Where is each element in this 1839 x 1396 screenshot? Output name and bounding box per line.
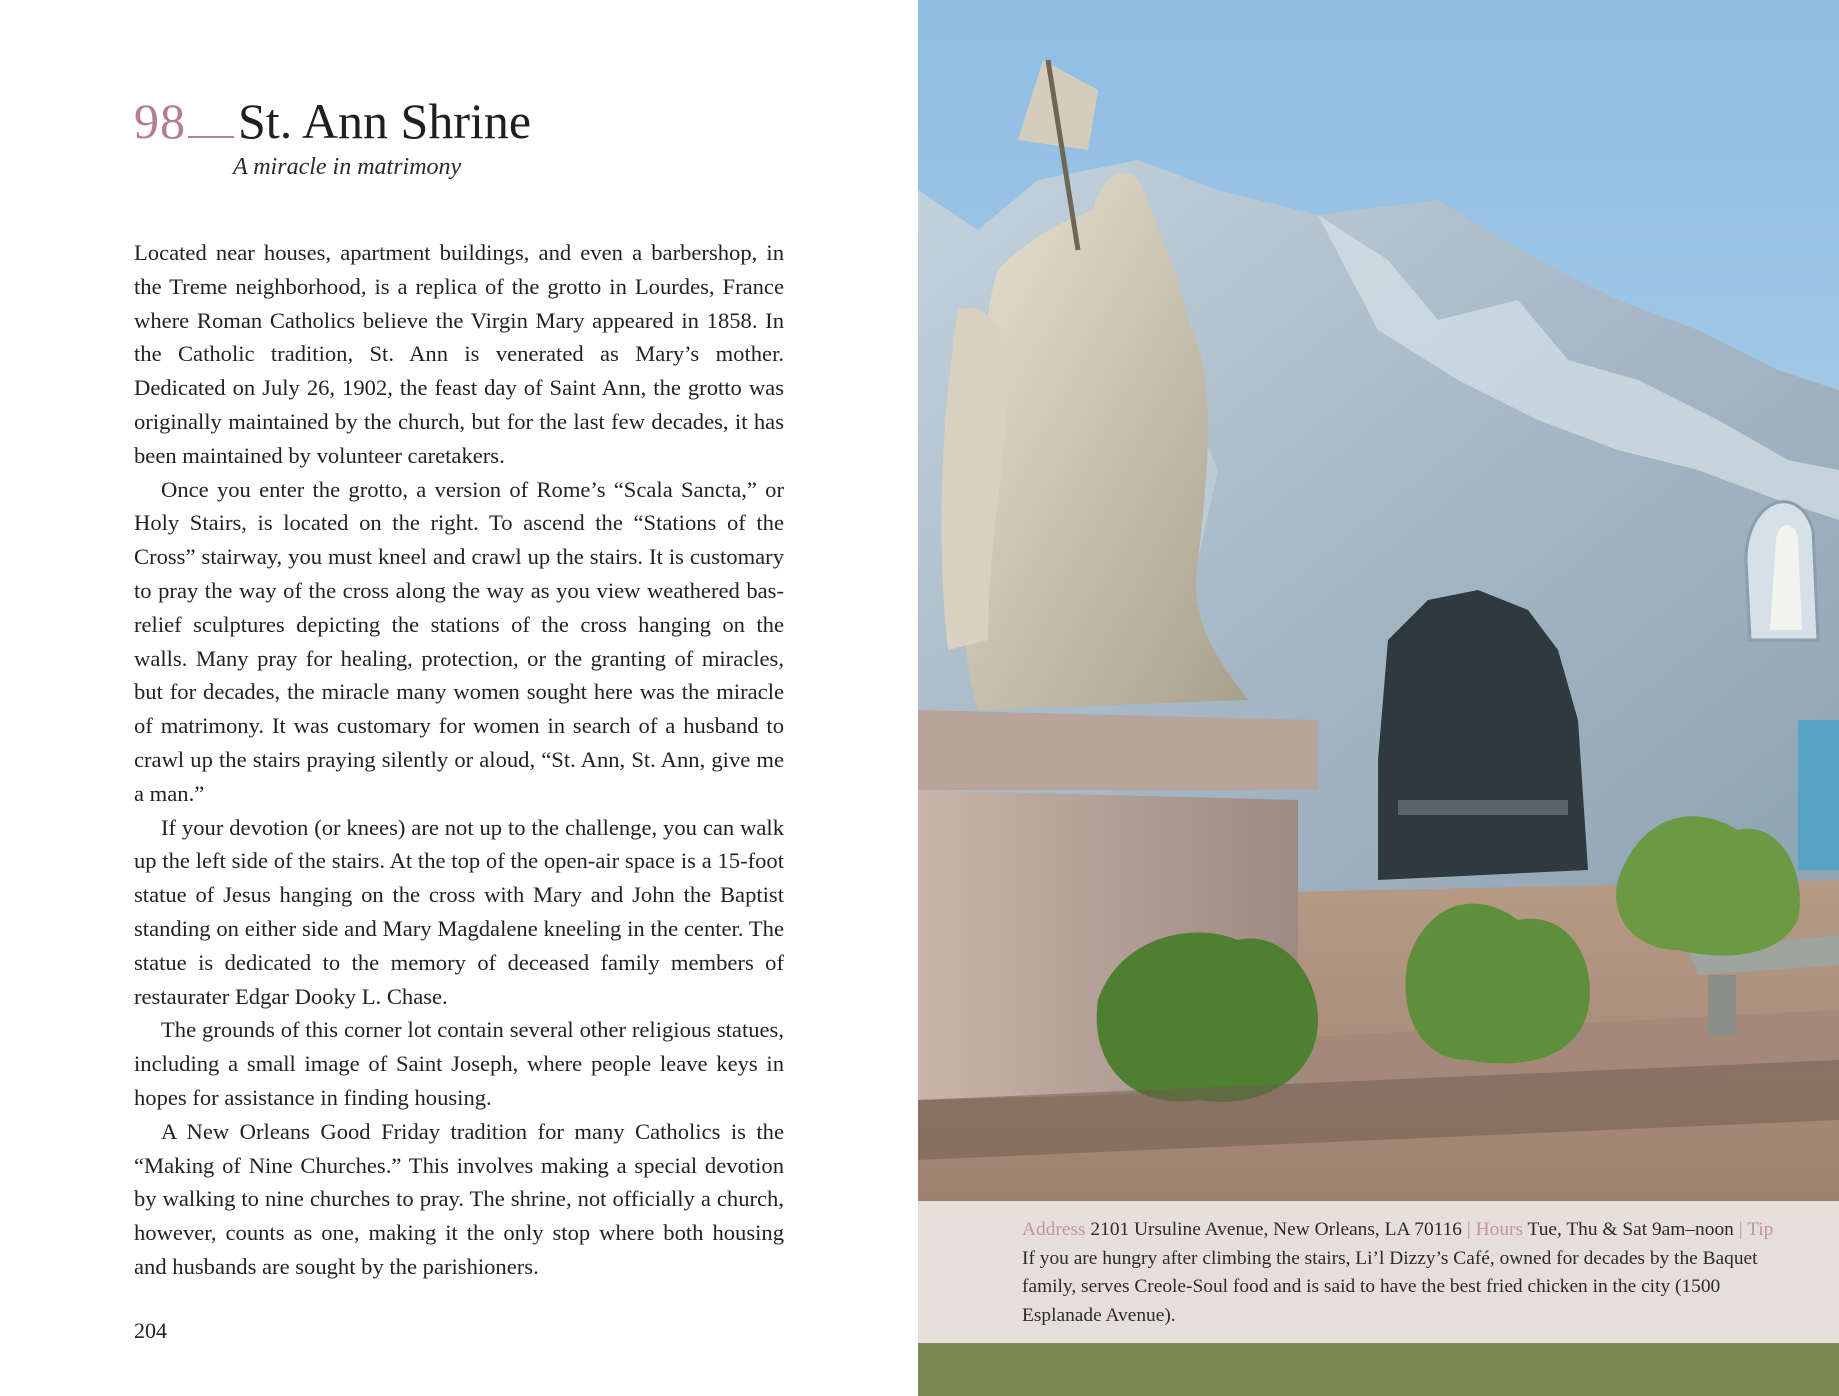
info-text — [1022, 1216, 1782, 1330]
separator: | — [1466, 1219, 1471, 1240]
chapter-number: 98 — [134, 93, 186, 149]
chapter-title: St. Ann Shrine — [238, 93, 532, 149]
left-page — [0, 0, 918, 1396]
page-number: 204 — [134, 1318, 167, 1343]
paragraph: Located near houses, apartment buildings, and even a barbershop, in the Treme neighborhood, is a replica of the grotto in Lourdes, France where Roman Catholics believe the Virgin Mary appeared in 1858. In the Catholic tradition, St. Ann is venerated as Mary’s mother. Dedicated on July 26, 1902, the feast day of Saint Ann, the grotto was originally maintained by the church, but for the last few decades, it has been maintained by volunteer caretakers. — [134, 240, 784, 468]
chapter-rule — [188, 136, 234, 138]
body-text — [134, 236, 784, 1284]
green-bush — [1097, 933, 1318, 1102]
paragraph: The grounds of this corner lot contain several other religious statues, including a small image of Saint Joseph, where people leave keys in hopes for assistance in finding housing. — [134, 1017, 784, 1110]
paragraph: Once you enter the grotto, a version of Rome’s “Scala Sancta,” or Holy Stairs, is located on the right. To ascend the “Stations of the Cross” stairway, you must kneel and crawl up the stairs. It is customary to pray the way of the cross along the way as you view weathered bas-relief sculptures depicting the stations of the cross hanging on the walls. Many pray for healing, protection, or the granting of miracles, but for decades, the miracle many women sought here was the miracle of matrimony. It was customary for women in search of a husband to crawl up the stairs praying silently or aloud, “St. Ann, St. Ann, give me a man.” — [134, 476, 784, 806]
address-value: 2101 Ursuline Avenue, New Orleans, LA 70116 — [1090, 1219, 1463, 1240]
chapter-header — [134, 92, 531, 150]
shrine-photo — [918, 0, 1839, 1396]
tip-value: If you are hungry after climbing the stairs, Li’l Dizzy’s Café, owned for decades by the Baquet family, serves Creole-Soul food and is said to have the best fried chicken in the city (1500 Esplanade Avenue). — [1022, 1247, 1758, 1326]
cave-altar — [1398, 800, 1568, 815]
separator: | — [1738, 1219, 1743, 1240]
info-box — [918, 1201, 1839, 1343]
green-bush-3 — [1616, 816, 1800, 955]
hours-label: Hours — [1475, 1219, 1524, 1240]
hours-value: Tue, Thu & Sat 9am–noon — [1527, 1219, 1734, 1240]
bench-leg — [1708, 975, 1736, 1035]
address-label: Address — [1022, 1219, 1086, 1240]
tip-label: Tip — [1747, 1219, 1774, 1240]
paragraph: If your devotion (or knees) are not up to the challenge, you can walk up the left side of the stairs. At the top of the open-air space is a 15-foot statue of Jesus hanging on the cross with Mary and John the Baptist standing on either side and Mary Magdalene kneeling in the center. The statue is dedicated to the memory of deceased family members of restaurater Edgar Dooky L. Chase. — [134, 814, 784, 1009]
paragraph: A New Orleans Good Friday tradition for many Catholics is the “Making of Nine Churches.” This involves making a special devotion by walking to nine churches to pray. The shrine, not officially a church, however, counts as one, making it the only stop where both housing and husbands are sought by the parishioners. — [134, 1118, 784, 1279]
pedestal-cap — [918, 710, 1318, 790]
foreground-foliage — [918, 1343, 1839, 1396]
chapter-subtitle: A miracle in matrimony — [233, 154, 462, 180]
shrine-photo-illustration — [918, 0, 1839, 1396]
blue-rail — [1798, 720, 1839, 870]
